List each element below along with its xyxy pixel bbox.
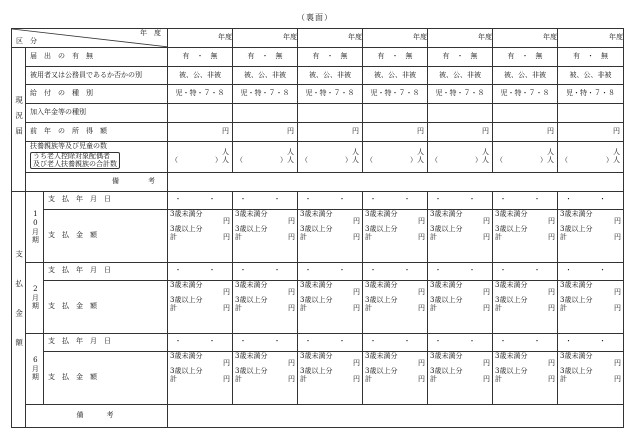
status-remarks-cell[interactable] — [168, 173, 624, 192]
dependents-cell[interactable]: 人 （ ）人 — [558, 141, 624, 172]
payment-remarks-row — [12, 404, 624, 427]
payment-date-cell[interactable]: ・ ・ — [428, 191, 493, 209]
payment-remarks-cell[interactable] — [168, 404, 624, 427]
payment-amount-cell[interactable]: 3歳未満分 円 3歳以上分 計 円 — [493, 209, 558, 262]
dependents-label: 扶養親族等及び児童の数 うち老人控除対象配偶者 及び老人扶養親族の合計数 — [26, 141, 168, 172]
payment-amount-cell[interactable]: 3歳未満分 円 3歳以上分 計 円 — [298, 351, 363, 404]
benefit-type-cell[interactable]: 児・特・７・８ — [363, 85, 428, 104]
payment-date-cell[interactable]: ・ ・ — [168, 191, 233, 209]
payment-date-cell[interactable]: ・ ・ — [168, 333, 233, 351]
payment-amount-label: 支 払 金 額 — [44, 351, 168, 404]
payment-date-cell[interactable]: ・ ・ — [363, 262, 428, 280]
pension-type-cell[interactable] — [168, 104, 233, 123]
status-remarks-label: 備 考 — [26, 173, 168, 192]
header-corner-cell — [12, 29, 168, 48]
payment-remarks-label: 備 考 — [26, 404, 168, 427]
payment-amount-cell[interactable]: 3歳未満分 円 3歳以上分 計 円 — [168, 351, 233, 404]
payment-amount-cell[interactable]: 3歳未満分 円 3歳以上分 計 円 — [363, 280, 428, 333]
payment-amount-cell[interactable]: 3歳未満分 円 3歳以上分 計 円 — [233, 351, 298, 404]
period-date-row — [12, 262, 624, 280]
payment-date-cell[interactable]: ・ ・ — [493, 191, 558, 209]
period-amount-row — [12, 280, 624, 333]
prev-income-cell[interactable]: 円 — [493, 122, 558, 141]
insured-cell[interactable]: 被、公、非被 — [233, 66, 298, 85]
period-date-row — [12, 191, 624, 209]
payment-date-cell[interactable]: ・ ・ — [493, 333, 558, 351]
payment-amount-cell[interactable]: 3歳未満分 円 3歳以上分 計 円 — [363, 351, 428, 404]
payment-amount-cell[interactable]: 3歳未満分 円 3歳以上分 計 円 — [558, 209, 624, 262]
notification-cell[interactable]: 有 ・ 無 — [493, 47, 558, 66]
status-remarks-row — [12, 173, 624, 192]
payment-amount-cell[interactable]: 3歳未満分 円 3歳以上分 計 円 — [363, 209, 428, 262]
notification-label: 届 出 の 有 無 — [26, 47, 168, 66]
page-title: （裏面） — [297, 13, 333, 22]
payment-date-cell[interactable]: ・ ・ — [558, 333, 624, 351]
insured-cell[interactable]: 被、公、非被 — [298, 66, 363, 85]
payment-amount-cell[interactable]: 3歳未満分 円 3歳以上分 計 円 — [168, 280, 233, 333]
year-column-1[interactable]: 年度 — [168, 29, 233, 48]
payment-amount-cell[interactable]: 3歳未満分 円 3歳以上分 計 円 — [428, 351, 493, 404]
payment-amount-cell[interactable]: 3歳未満分 円 3歳以上分 計 円 — [168, 209, 233, 262]
benefit-type-cell[interactable]: 児・特・７・８ — [558, 85, 624, 104]
current-status-label: 現況届 — [14, 96, 24, 143]
notification-cell[interactable]: 有 ・ 無 — [428, 47, 493, 66]
current-status-section — [12, 47, 26, 191]
insured-label: 被用者又は公務員であるか否かの別 — [26, 66, 168, 85]
notification-cell[interactable]: 有 ・ 無 — [298, 47, 363, 66]
dependents-cell[interactable]: 人 （ ）人 — [428, 141, 493, 172]
insured-row — [12, 66, 624, 85]
prev-income-cell[interactable]: 円 — [298, 122, 363, 141]
benefit-type-cell[interactable]: 児・特・７・８ — [233, 85, 298, 104]
payment-date-cell[interactable]: ・ ・ — [298, 191, 363, 209]
benefit-type-row — [12, 85, 624, 104]
payment-amount-cell[interactable]: 3歳未満分 円 3歳以上分 計 円 — [558, 280, 624, 333]
benefit-type-cell[interactable]: 児・特・７・８ — [168, 85, 233, 104]
year-column-4[interactable]: 年度 — [363, 29, 428, 48]
section-header-label: 区 分 — [16, 37, 37, 46]
prev-income-row — [12, 122, 624, 141]
year-column-3[interactable]: 年度 — [298, 29, 363, 48]
year-column-7[interactable]: 年度 — [558, 29, 624, 48]
benefit-type-cell[interactable]: 児・特・７・８ — [428, 85, 493, 104]
payment-date-cell[interactable]: ・ ・ — [233, 333, 298, 351]
year-header-label: 年 度 — [140, 29, 162, 37]
payment-date-cell[interactable]: ・ ・ — [233, 262, 298, 280]
payment-date-cell[interactable]: ・ ・ — [493, 262, 558, 280]
payment-date-cell[interactable]: ・ ・ — [428, 333, 493, 351]
pension-type-cell[interactable] — [298, 104, 363, 123]
payment-date-cell[interactable]: ・ ・ — [298, 262, 363, 280]
insured-cell[interactable]: 被、公、非被 — [428, 66, 493, 85]
prev-income-cell[interactable]: 円 — [363, 122, 428, 141]
pension-type-cell[interactable] — [558, 104, 624, 123]
period-date-row — [12, 333, 624, 351]
payment-amount-cell[interactable]: 3歳未満分 円 3歳以上分 計 円 — [493, 351, 558, 404]
insured-cell[interactable]: 被、公、非被 — [168, 66, 233, 85]
dependents-row — [12, 141, 624, 172]
payment-amount-cell[interactable]: 3歳未満分 円 3歳以上分 計 円 — [558, 351, 624, 404]
payment-amount-cell[interactable]: 3歳未満分 円 3歳以上分 計 円 — [233, 209, 298, 262]
notification-cell[interactable]: 有 ・ 無 — [558, 47, 624, 66]
payment-date-cell[interactable]: ・ ・ — [363, 333, 428, 351]
payment-date-label: 支 払 年 月 日 — [44, 333, 168, 351]
year-column-5[interactable]: 年度 — [428, 29, 493, 48]
payment-amount-cell[interactable]: 3歳未満分 円 3歳以上分 計 円 — [298, 280, 363, 333]
year-column-2[interactable]: 年度 — [233, 29, 298, 48]
dependents-cell[interactable]: 人 （ ）人 — [493, 141, 558, 172]
period-month-cell: 10月期 — [26, 191, 44, 262]
payment-amount-cell[interactable]: 3歳未満分 円 3歳以上分 計 円 — [493, 280, 558, 333]
insured-cell[interactable]: 被、公、非被 — [558, 66, 624, 85]
notification-cell[interactable]: 有 ・ 無 — [233, 47, 298, 66]
payment-date-cell[interactable]: ・ ・ — [428, 262, 493, 280]
payment-amount-cell[interactable]: 3歳未満分 円 3歳以上分 計 円 — [428, 209, 493, 262]
payment-date-label: 支 払 年 月 日 — [44, 262, 168, 280]
benefit-type-cell[interactable]: 児・特・７・８ — [298, 85, 363, 104]
payment-amount-label: 支 払 金 額 — [44, 209, 168, 262]
payment-date-cell[interactable]: ・ ・ — [363, 191, 428, 209]
dependents-cell[interactable]: 人 （ ）人 — [298, 141, 363, 172]
period-amount-row — [12, 209, 624, 262]
payment-date-cell[interactable]: ・ ・ — [558, 191, 624, 209]
payment-amount-cell[interactable]: 3歳未満分 円 3歳以上分 計 円 — [298, 209, 363, 262]
benefit-type-cell[interactable]: 児・特・７・８ — [493, 85, 558, 104]
benefit-type-label: 給 付 の 種 別 — [26, 85, 168, 104]
year-column-6[interactable]: 年度 — [493, 29, 558, 48]
header-row — [12, 29, 624, 48]
period-month-cell: 6月期 — [26, 333, 44, 404]
period-amount-row — [12, 351, 624, 404]
dependents-cell[interactable]: 人 （ ）人 — [363, 141, 428, 172]
payment-date-cell[interactable]: ・ ・ — [168, 262, 233, 280]
pension-type-label: 加入年金等の種別 — [26, 104, 168, 123]
dependents-cell[interactable]: 人 （ ）人 — [233, 141, 298, 172]
prev-income-label: 前 年 の 所 得 額 — [26, 122, 168, 141]
payment-amount-cell[interactable]: 3歳未満分 円 3歳以上分 計 円 — [428, 280, 493, 333]
insured-cell[interactable]: 被、公、非被 — [363, 66, 428, 85]
notification-cell[interactable]: 有 ・ 無 — [168, 47, 233, 66]
notification-cell[interactable]: 有 ・ 無 — [363, 47, 428, 66]
pension-type-cell[interactable] — [428, 104, 493, 123]
payment-date-cell[interactable]: ・ ・ — [233, 191, 298, 209]
pension-type-row — [12, 104, 624, 123]
pension-type-cell[interactable] — [493, 104, 558, 123]
payment-amount-label: 支払金額 — [14, 250, 24, 369]
prev-income-cell[interactable]: 円 — [558, 122, 624, 141]
notification-row — [12, 47, 624, 66]
pension-type-cell[interactable] — [233, 104, 298, 123]
annual-form-table — [11, 28, 624, 428]
insured-cell[interactable]: 被、公、非被 — [493, 66, 558, 85]
payment-amount-label: 支 払 金 額 — [44, 280, 168, 333]
prev-income-cell[interactable]: 円 — [233, 122, 298, 141]
prev-income-cell[interactable]: 円 — [428, 122, 493, 141]
payment-amount-section — [12, 191, 26, 427]
pension-type-cell[interactable] — [363, 104, 428, 123]
dependents-cell[interactable]: 人 （ ）人 — [168, 141, 233, 172]
payment-date-cell[interactable]: ・ ・ — [298, 333, 363, 351]
payment-amount-cell[interactable]: 3歳未満分 円 3歳以上分 計 円 — [233, 280, 298, 333]
period-month-cell: 2月期 — [26, 262, 44, 333]
payment-date-label: 支 払 年 月 日 — [44, 191, 168, 209]
payment-date-cell[interactable]: ・ ・ — [558, 262, 624, 280]
prev-income-cell[interactable]: 円 — [168, 122, 233, 141]
